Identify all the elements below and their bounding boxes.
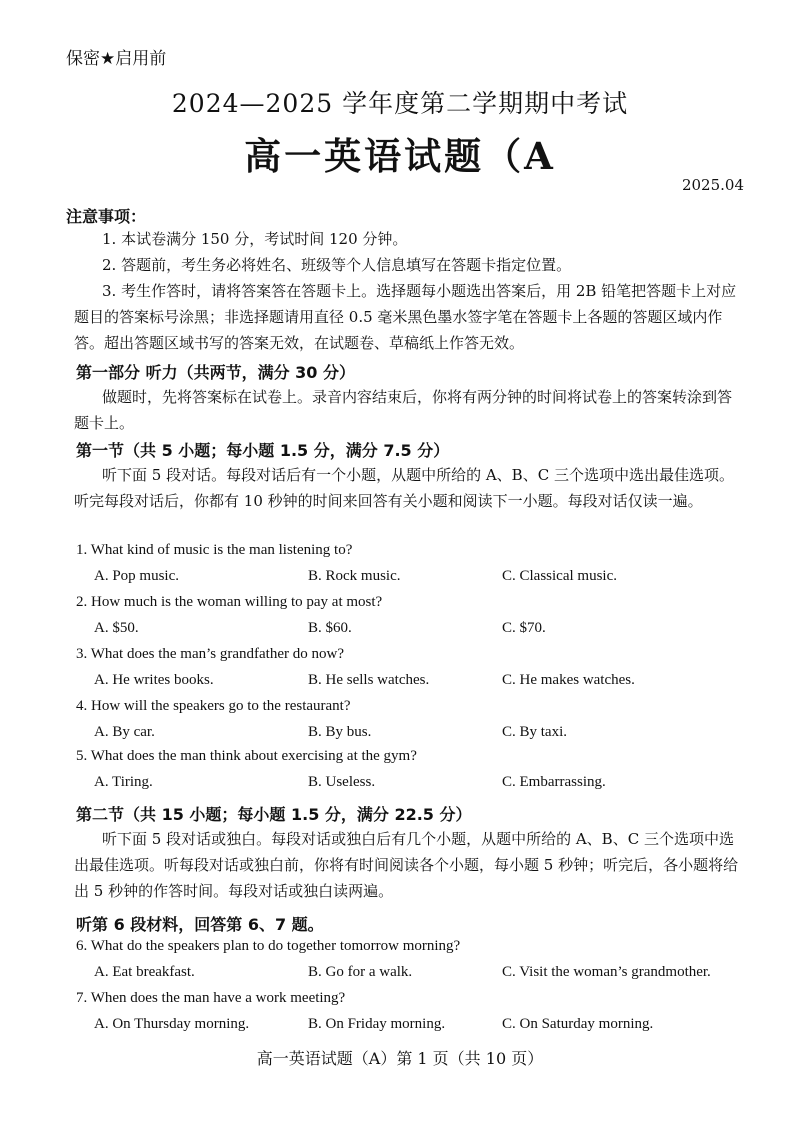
question-3-option-c: C. He makes watches. bbox=[502, 672, 635, 688]
question-4-option-c: C. By taxi. bbox=[502, 724, 568, 740]
page-footer: 高一英语试题（A）第 1 页（共 10 页） bbox=[256, 1049, 544, 1068]
question-2-stem: 2. How much is the woman willing to pay at most? bbox=[76, 594, 383, 610]
notice-item-1: 1. 本试卷满分 150 分，考试时间 120 分钟。 bbox=[102, 230, 408, 248]
section2-intro: 听下面 5 段对话或独白。每段对话或独白后有几个小题，从题中所给的 A、B、C 三个选项中选出最佳选项。听每段对话或独白前，你将有时间阅读各个小题，每小题 5 秒钟；听完后，各小题将给出 5 秒钟的作答时间。每段对话或独白读两遍。 bbox=[74, 830, 739, 900]
question-6-stem: 6. What do the speakers plan to do together tomorrow morning? bbox=[76, 938, 461, 954]
question-7-option-b: B. On Friday morning. bbox=[308, 1016, 446, 1032]
part1-heading: 第一部分 听力（共两节，满分 30 分） bbox=[76, 363, 355, 382]
question-4-option-a: A. By car. bbox=[94, 724, 155, 740]
question-3-option-b: B. He sells watches. bbox=[308, 672, 430, 688]
question-2-option-c: C. $70. bbox=[502, 620, 546, 636]
question-1-option-a: A. Pop music. bbox=[94, 568, 180, 584]
question-6-option-a: A. Eat breakfast. bbox=[94, 964, 195, 980]
exam-date: 2025.04 bbox=[681, 176, 744, 194]
question-6-option-c: C. Visit the woman’s grandmother. bbox=[502, 964, 711, 980]
part1-intro: 做题时，先将答案标在试卷上。录音内容结束后，你将有两分钟的时间将试卷上的答案转涂到答题卡上。 bbox=[74, 388, 733, 432]
notice-item-3: 3. 考生作答时，请将答案答在答题卡上。选择题每小题选出答案后，用 2B 铅笔把答题卡上对应题目的答案标号涂黑；非选择题请用直径 0.5 毫米黑色墨水签字笔在答题卡上各题的答题区域内作答。超出答题区域书写的答案无效，在试题卷、草稿纸上作答无效。 bbox=[74, 282, 737, 352]
subject-title: 高一英语试题（A bbox=[244, 134, 556, 178]
question-5-stem: 5. What does the man think about exercising at the gym? bbox=[76, 748, 417, 764]
question-5-option-b: B. Useless. bbox=[308, 774, 376, 790]
question-7-option-c: C. On Saturday morning. bbox=[502, 1016, 654, 1032]
material-6-label: 听第 6 段材料，回答第 6、7 题。 bbox=[76, 915, 324, 934]
confidential-label: 保密★启用前 bbox=[66, 49, 167, 69]
question-7-option-a: A. On Thursday morning. bbox=[94, 1016, 250, 1032]
question-5-option-c: C. Embarrassing. bbox=[502, 774, 606, 790]
notice-heading: 注意事项： bbox=[66, 207, 147, 226]
section2-heading: 第二节（共 15 小题；每小题 1.5 分，满分 22.5 分） bbox=[76, 805, 472, 824]
section1-intro: 听下面 5 段对话。每段对话后有一个小题，从题中所给的 A、B、C 三个选项中选出最佳选项。听完每段对话后，你都有 10 秒钟的时间来回答有关小题和阅读下一小题。每段对话仅读一遍。 bbox=[74, 466, 734, 510]
question-3-stem: 3. What does the man’s grandfather do now? bbox=[76, 646, 344, 662]
question-3-option-a: A. He writes books. bbox=[94, 672, 214, 688]
question-2-option-a: A. $50. bbox=[94, 620, 139, 636]
question-4-option-b: B. By bus. bbox=[308, 724, 372, 740]
section1-heading: 第一节（共 5 小题；每小题 1.5 分，满分 7.5 分） bbox=[76, 441, 450, 460]
notice-item-2: 2. 答题前，考生务必将姓名、班级等个人信息填写在答题卡指定位置。 bbox=[102, 256, 572, 274]
question-1-option-b: B. Rock music. bbox=[308, 568, 401, 584]
question-1-option-c: C. Classical music. bbox=[502, 568, 617, 584]
question-5-option-a: A. Tiring. bbox=[94, 774, 153, 790]
question-1-stem: 1. What kind of music is the man listening to? bbox=[76, 542, 353, 558]
question-6-option-b: B. Go for a walk. bbox=[308, 964, 413, 980]
question-2-option-b: B. $60. bbox=[308, 620, 352, 636]
exam-title: 2024—2025 学年度第二学期期中考试 bbox=[171, 89, 629, 118]
question-7-stem: 7. When does the man have a work meeting? bbox=[76, 990, 346, 1006]
question-4-stem: 4. How will the speakers go to the restaurant? bbox=[76, 698, 351, 714]
